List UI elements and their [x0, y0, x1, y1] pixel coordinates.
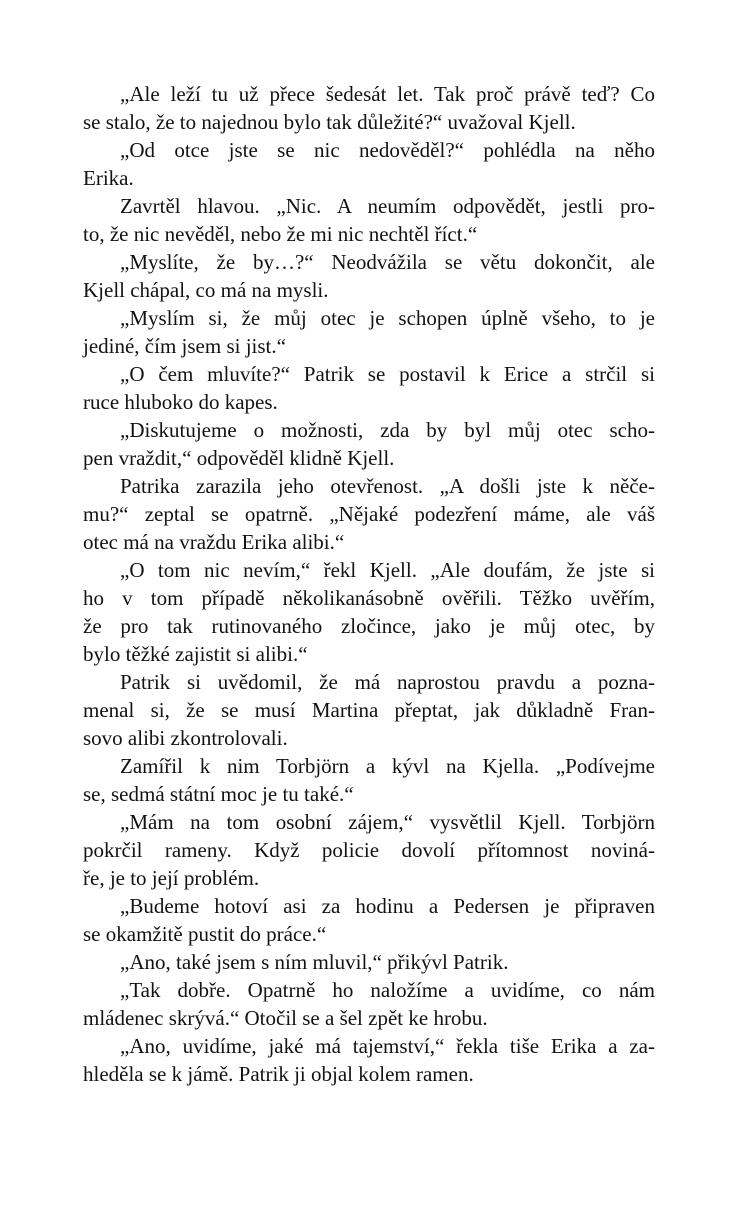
text-line: Patrik si uvědomil, že má naprostou pravdu a pozna- [120, 670, 655, 694]
text-line: bylo těžké zajistit si alibi.“ [83, 642, 308, 666]
paragraph [83, 248, 655, 304]
text-line: ruce hluboko do kapes. [83, 390, 278, 414]
paragraph [83, 976, 655, 1032]
text-line: pen vraždit,“ odpověděl klidně Kjell. [83, 446, 395, 470]
paragraph [83, 304, 655, 360]
text-line: menal si, že se musí Martina přeptat, jak důkladně Fran- [83, 698, 655, 722]
text-line: Zavrtěl hlavou. „Nic. A neumím odpovědět, jestli pro- [120, 194, 655, 218]
paragraph [83, 892, 655, 948]
text-line: mládenec skrývá.“ Otočil se a šel zpět ke hrobu. [83, 1006, 488, 1030]
text-line: „Myslím si, že můj otec je schopen úplně všeho, to je [120, 306, 655, 330]
text-line: Patrika zarazila jeho otevřenost. „A došli jste k něče- [120, 474, 655, 498]
text-line: mu?“ zeptal se opatrně. „Nějaké podezření máme, ale váš [83, 502, 655, 526]
text-line: „Myslíte, že by…?“ Neodvážila se větu dokončit, ale [120, 250, 655, 274]
paragraph [83, 472, 655, 556]
text-line: Zamířil k nim Torbjörn a kývl na Kjella. „Podívejme [120, 754, 655, 778]
text-line: „Budeme hotoví asi za hodinu a Pedersen je připraven [120, 894, 655, 918]
text-line: „Tak dobře. Opatrně ho naložíme a uvidíme, co nám [120, 978, 655, 1002]
text-line: „Mám na tom osobní zájem,“ vysvětlil Kjell. Torbjörn [120, 810, 655, 834]
paragraph [83, 80, 655, 136]
text-line: se stalo, že to najednou bylo tak důležité?“ uvažoval Kjell. [83, 110, 576, 134]
text-line: „Ano, uvidíme, jaké má tajemství,“ řekla tiše Erika a za- [120, 1034, 655, 1058]
paragraph [83, 808, 655, 892]
paragraph [83, 752, 655, 808]
text-line: hleděla se k jámě. Patrik ji objal kolem ramen. [83, 1062, 474, 1086]
text-line: „Ale leží tu už přece šedesát let. Tak proč právě teď? Co [120, 82, 655, 106]
paragraph [83, 668, 655, 752]
text-line: se okamžitě pustit do práce.“ [83, 922, 327, 946]
paragraph [83, 136, 655, 192]
text-line: „Ano, také jsem s ním mluvil,“ přikývl Patrik. [120, 950, 509, 974]
text-line: „O tom nic nevím,“ řekl Kjell. „Ale doufám, že jste si [120, 558, 655, 582]
text-line: jediné, čím jsem si jist.“ [83, 334, 286, 358]
text-line: že pro tak rutinovaného zločince, jako je můj otec, by [83, 614, 655, 638]
text-line: sovo alibi zkontrolovali. [83, 726, 288, 750]
paragraph [83, 948, 655, 976]
text-line: Erika. [83, 166, 134, 190]
text-line: ho v tom případě několikanásobně ověřili. Těžko uvěřím, [83, 586, 655, 610]
text-line: se, sedmá státní moc je tu také.“ [83, 782, 354, 806]
text-line: otec má na vraždu Erika alibi.“ [83, 530, 345, 554]
text-line: pokrčil rameny. Když policie dovolí přítomnost noviná- [83, 838, 655, 862]
paragraph [83, 360, 655, 416]
text-line: „O čem mluvíte?“ Patrik se postavil k Erice a strčil si [120, 362, 655, 386]
text-line: „Diskutujeme o možnosti, zda by byl můj otec scho- [120, 418, 655, 442]
paragraph [83, 416, 655, 472]
text-line: Kjell chápal, co má na mysli. [83, 278, 329, 302]
text-block [83, 80, 655, 1088]
paragraph [83, 192, 655, 248]
paragraph [83, 556, 655, 668]
text-line: ře, je to její problém. [83, 866, 260, 890]
text-line: to, že nic nevěděl, nebo že mi nic nechtěl říct.“ [83, 222, 478, 246]
paragraph [83, 1032, 655, 1088]
text-line: „Od otce jste se nic nedověděl?“ pohlédla na něho [120, 138, 655, 162]
